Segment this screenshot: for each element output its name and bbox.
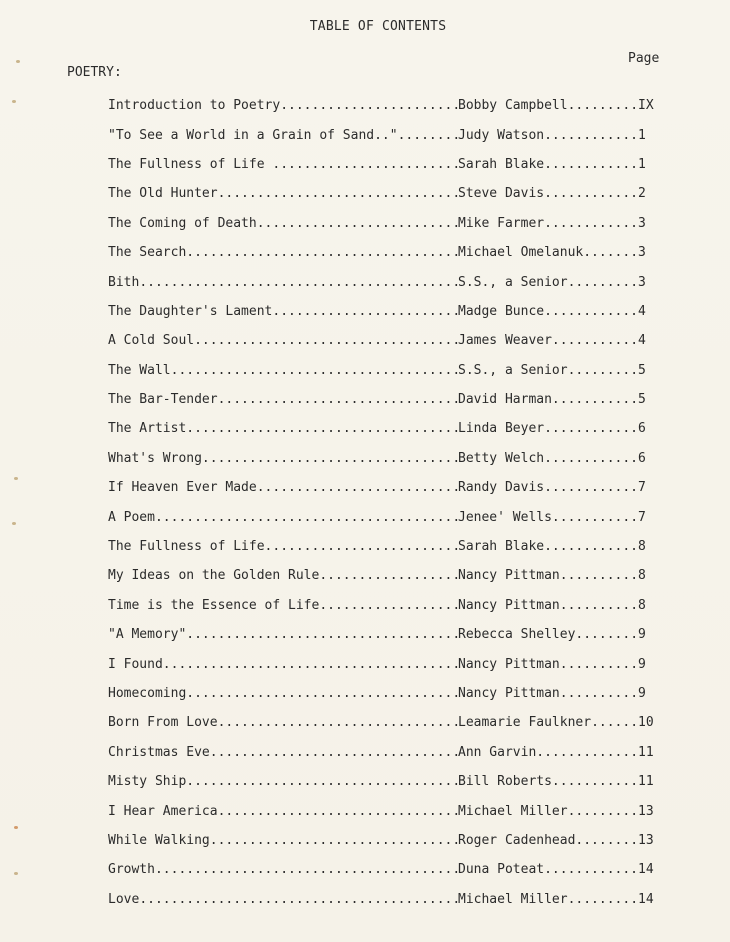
list-item (108, 150, 668, 179)
entry-title: The Fullness of Life ..... (108, 539, 458, 554)
entry-title: Bith ..... (108, 275, 458, 290)
entry-title: A Poem ..... (108, 510, 458, 525)
list-item (108, 591, 668, 620)
paper-speck (12, 100, 16, 103)
entry-title: Born From Love ..... (108, 715, 458, 730)
entry-title: Time is the Essence of Life ..... (108, 598, 458, 613)
entry-page: 7 (638, 480, 646, 496)
page-column-label: Page (628, 51, 660, 66)
entry-author: Nancy Pittman ..... (458, 598, 638, 613)
entry-page: 9 (638, 656, 646, 672)
entry-author: Michael Miller ..... (458, 892, 638, 907)
entry-page: 3 (638, 215, 646, 231)
list-item (108, 385, 668, 414)
entry-author: Sarah Blake ..... (458, 157, 638, 172)
entry-page: 10 (638, 715, 654, 731)
list-item (108, 502, 668, 531)
list-item (108, 238, 668, 267)
entry-page: 6 (638, 421, 646, 437)
entry-author: Ann Garvin ..... (458, 745, 638, 760)
list-item (108, 326, 668, 355)
list-item (108, 767, 668, 796)
contents-list (108, 91, 668, 914)
entry-title: What's Wrong ..... (108, 451, 458, 466)
entry-author: S.S., a Senior ..... (458, 275, 638, 290)
entry-page: 1 (638, 127, 646, 143)
list-item (108, 267, 668, 296)
entry-author: Bill Roberts ..... (458, 774, 638, 789)
entry-author: Nancy Pittman ..... (458, 568, 638, 583)
entry-page: IX (638, 98, 654, 114)
entry-page: 7 (638, 509, 646, 525)
list-item (108, 209, 668, 238)
entry-author: Jenee' Wells ..... (458, 510, 638, 525)
entry-page: 5 (638, 362, 646, 378)
list-item (108, 473, 668, 502)
entry-author: Duna Poteat ..... (458, 862, 638, 877)
entry-title: The Search ..... (108, 245, 458, 260)
entry-page: 11 (638, 744, 654, 760)
entry-title: The Old Hunter ..... (108, 186, 458, 201)
entry-page: 4 (638, 303, 646, 319)
entry-page: 13 (638, 803, 654, 819)
section-heading: POETRY: (67, 65, 122, 80)
list-item (108, 885, 668, 914)
entry-author: Bobby Campbell ..... (458, 98, 638, 113)
list-item (108, 649, 668, 678)
list-item (108, 738, 668, 767)
entry-title: The Daughter's Lament ..... (108, 304, 458, 319)
entry-title: While Walking ..... (108, 833, 458, 848)
list-item (108, 120, 668, 149)
entry-title: The Wall ..... (108, 363, 458, 378)
entry-author: Steve Davis ..... (458, 186, 638, 201)
page-title: TABLE OF CONTENTS (309, 19, 447, 34)
entry-author: David Harman ..... (458, 392, 638, 407)
entry-page: 14 (638, 891, 654, 907)
list-item (108, 826, 668, 855)
entry-title: The Fullness of Life ..... (108, 157, 458, 172)
entry-title: Growth ..... (108, 862, 458, 877)
list-item (108, 91, 668, 120)
entry-author: Nancy Pittman ..... (458, 657, 638, 672)
paper-speck (14, 826, 18, 829)
entry-author: Leamarie Faulkner ..... (458, 715, 638, 730)
list-item (108, 708, 668, 737)
entry-title: Misty Ship ..... (108, 774, 458, 789)
list-item (108, 855, 668, 884)
list-item (108, 414, 668, 443)
list-item (108, 356, 668, 385)
entry-page: 2 (638, 186, 646, 202)
entry-title: I Hear America ..... (108, 804, 458, 819)
entry-author: Michael Omelanuk ..... (458, 245, 638, 260)
entry-title: The Coming of Death ..... (108, 216, 458, 231)
entry-page: 14 (638, 862, 654, 878)
entry-title: "To See a World in a Grain of Sand..".. ..... (108, 128, 458, 143)
paper-speck (14, 872, 18, 875)
entry-title: A Cold Soul ..... (108, 333, 458, 348)
entry-page: 4 (638, 333, 646, 349)
entry-title: I Found ..... (108, 657, 458, 672)
entry-page: 9 (638, 686, 646, 701)
entry-author: S.S., a Senior ..... (458, 363, 638, 378)
list-item (108, 297, 668, 326)
list-item (108, 620, 668, 649)
entry-title: My Ideas on the Golden Rule ..... (108, 568, 458, 583)
list-item (108, 679, 668, 708)
entry-author: Roger Cadenhead ..... (458, 833, 638, 848)
paper-speck (16, 60, 20, 63)
entry-title: If Heaven Ever Made ..... (108, 480, 458, 495)
list-item (108, 796, 668, 825)
list-item (108, 444, 668, 473)
entry-author: Linda Beyer ..... (458, 421, 638, 436)
entry-page: 9 (638, 627, 646, 643)
entry-page: 8 (638, 539, 646, 555)
entry-page: 13 (638, 832, 654, 848)
entry-title: The Bar-Tender ..... (108, 392, 458, 407)
entry-author: Michael Miller ..... (458, 804, 638, 819)
paper-speck (12, 522, 16, 525)
entry-title: Love ..... (108, 892, 458, 907)
entry-page: 6 (638, 450, 646, 466)
entry-title: The Artist ..... (108, 421, 458, 436)
entry-page: 11 (638, 774, 654, 790)
entry-author: Nancy Pittman ..... (458, 686, 638, 701)
entry-page: 3 (638, 245, 646, 261)
list-item (108, 561, 668, 590)
entry-title: "A Memory" ..... (108, 627, 458, 642)
entry-author: Mike Farmer ..... (458, 216, 638, 231)
entry-page: 8 (638, 597, 646, 613)
entry-author: Rebecca Shelley ..... (458, 627, 638, 642)
entry-author: Randy Davis ..... (458, 480, 638, 495)
entry-author: Sarah Blake ..... (458, 539, 638, 554)
entry-page: 5 (638, 392, 646, 408)
entry-title: Homecoming ..... (108, 686, 458, 701)
entry-page: 3 (638, 274, 646, 290)
entry-author: Betty Welch ..... (458, 451, 638, 466)
paper-speck (14, 477, 18, 480)
list-item (108, 532, 668, 561)
entry-author: Judy Watson ..... (458, 128, 638, 143)
entry-author: Madge Bunce ..... (458, 304, 638, 319)
entry-title: Introduction to Poetry ..... (108, 98, 458, 113)
entry-page: 1 (638, 156, 646, 172)
list-item (108, 179, 668, 208)
entry-page: 8 (638, 568, 646, 584)
entry-author: James Weaver ..... (458, 333, 638, 348)
entry-title: Christmas Eve ..... (108, 745, 458, 760)
